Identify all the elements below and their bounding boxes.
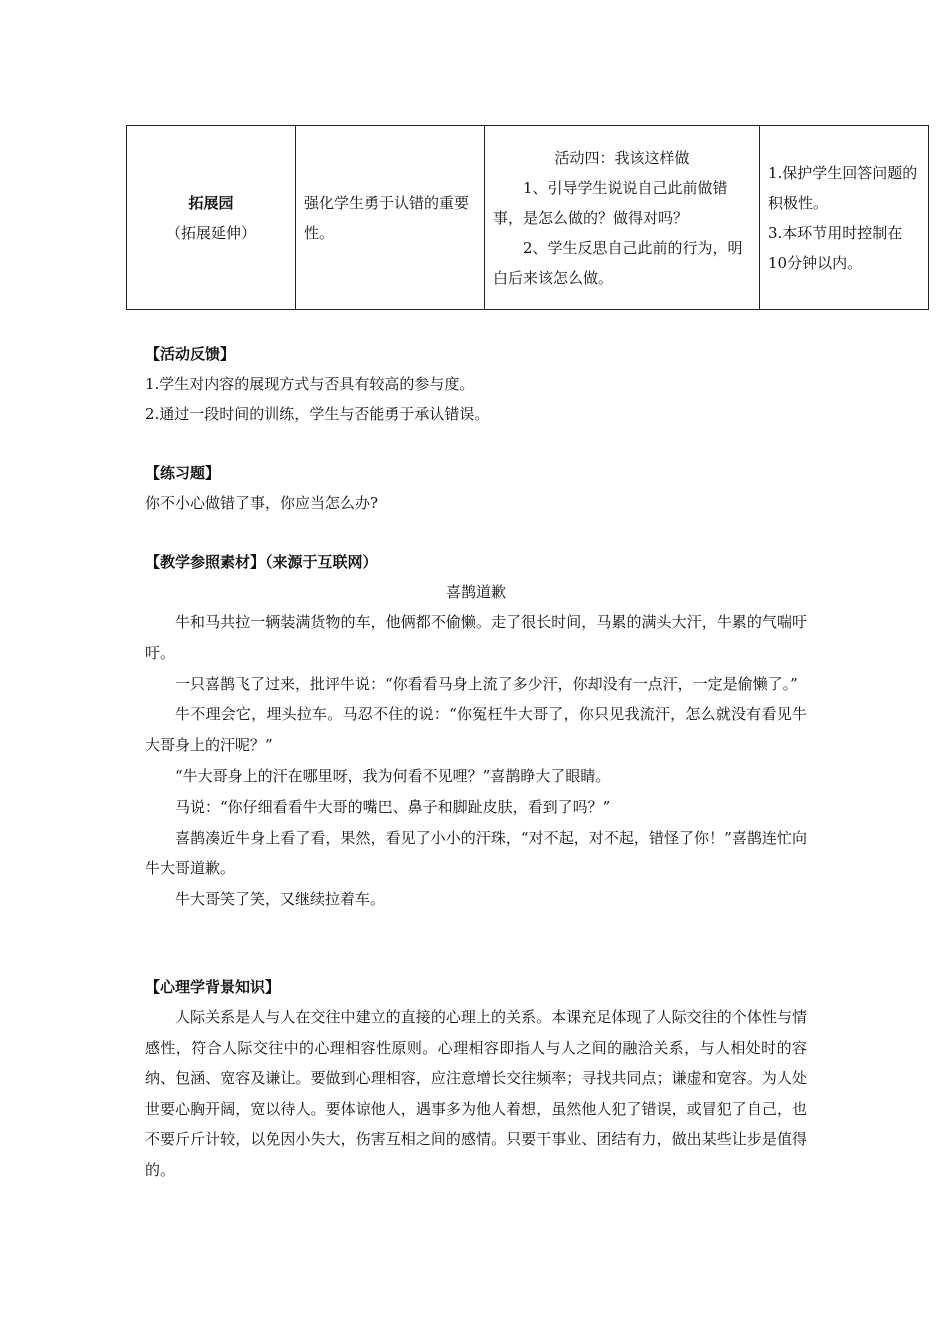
story-paragraph: 一只喜鹊飞了过来，批评牛说：“你看看马身上流了多少汗，你却没有一点汗，一定是偷懒了。” bbox=[175, 674, 798, 693]
psychology-text: 人际关系是人与人在交往中建立的直接的心理上的关系。本课充足体现了人际交往的个体性与情感性，符合人际交往中的心理相容性原则。心理相容即指人与人之间的融洽关系，与人相处时的容纳、包涵、宽容及谦让。要做到心理相容，应注意增长交往频率；寻找共同点；谦虚和宽容。为人处世要心胸开阔，宽以待人。要体谅他人，遇事多为他人着想，虽然他人犯了错误，或冒犯了自己，也不要斤斤计较，以免因小失大，伤害互相之间的感情。只要干事业、团结有力，做出某些让步是值得的。 bbox=[145, 1008, 807, 1179]
activity-cell bbox=[485, 126, 760, 310]
material-section bbox=[145, 547, 807, 915]
feedback-item: 2.通过一段时间的训练，学生与否能勇于承认错误。 bbox=[145, 405, 490, 423]
story-paragraph: “牛大哥身上的汗在哪里呀，我为何看不见哩？”喜鹊睁大了眼睛。 bbox=[175, 766, 611, 785]
story-title: 喜鹊道歉 bbox=[445, 583, 506, 601]
feedback-heading: 【活动反馈】 bbox=[145, 345, 236, 363]
feedback-item: 1.学生对内容的展现方式与否具有较高的参与度。 bbox=[145, 375, 475, 393]
psychology-heading: 【心理学背景知识】 bbox=[145, 978, 281, 996]
note-item: 1.保护学生回答问题的积极性。 bbox=[768, 163, 918, 212]
story-paragraph: 喜鹊凑近牛身上看了看，果然，看见了小小的汗珠，“对不起，对不起，错怪了你！”喜鹊连忙向牛大哥道歉。 bbox=[145, 828, 807, 878]
story-paragraph: 马说：“你仔细看看牛大哥的嘴巴、鼻子和脚趾皮肤，看到了吗？” bbox=[175, 797, 611, 816]
activity-title: 活动四：我该这样做 bbox=[554, 148, 690, 167]
lesson-plan-table bbox=[126, 125, 929, 310]
story-paragraph: 牛不理会它，埋头拉车。马忍不住的说：“你冤枉牛大哥了，你只见我流汗，怎么就没有看见牛大哥身上的汗呢？” bbox=[145, 705, 807, 755]
goal-cell bbox=[296, 126, 485, 310]
goal-text: 强化学生勇于认错的重要性。 bbox=[304, 193, 470, 242]
table-row bbox=[127, 126, 929, 310]
story-paragraph: 牛和马共拉一辆装满货物的车，他俩都不偷懒。走了很长时间，马累的满头大汗，牛累的气喘吁吁。 bbox=[145, 613, 807, 662]
stage-subtitle: （拓展延伸） bbox=[165, 223, 256, 242]
exercise-section bbox=[145, 458, 807, 518]
feedback-section bbox=[145, 339, 807, 429]
activity-item: 1、引导学生说说自己此前做错事，是怎么做的？做得对吗？ bbox=[493, 178, 728, 227]
activity-item: 2、学生反思自己此前的行为，明白后来该怎么做。 bbox=[493, 238, 743, 287]
material-heading: 【教学参照素材】（来源于互联网） bbox=[145, 553, 378, 571]
exercise-question: 你不小心做错了事，你应当怎么办? bbox=[145, 494, 379, 512]
note-item: 3.本环节用时控制在10分钟以内。 bbox=[768, 223, 903, 272]
stage-title: 拓展园 bbox=[188, 193, 234, 212]
story-paragraph: 牛大哥笑了笑，又继续拉着车。 bbox=[175, 890, 386, 909]
stage-cell bbox=[127, 126, 296, 310]
exercise-heading: 【练习题】 bbox=[145, 464, 221, 482]
psychology-section bbox=[145, 972, 807, 1186]
notes-cell bbox=[760, 126, 929, 310]
